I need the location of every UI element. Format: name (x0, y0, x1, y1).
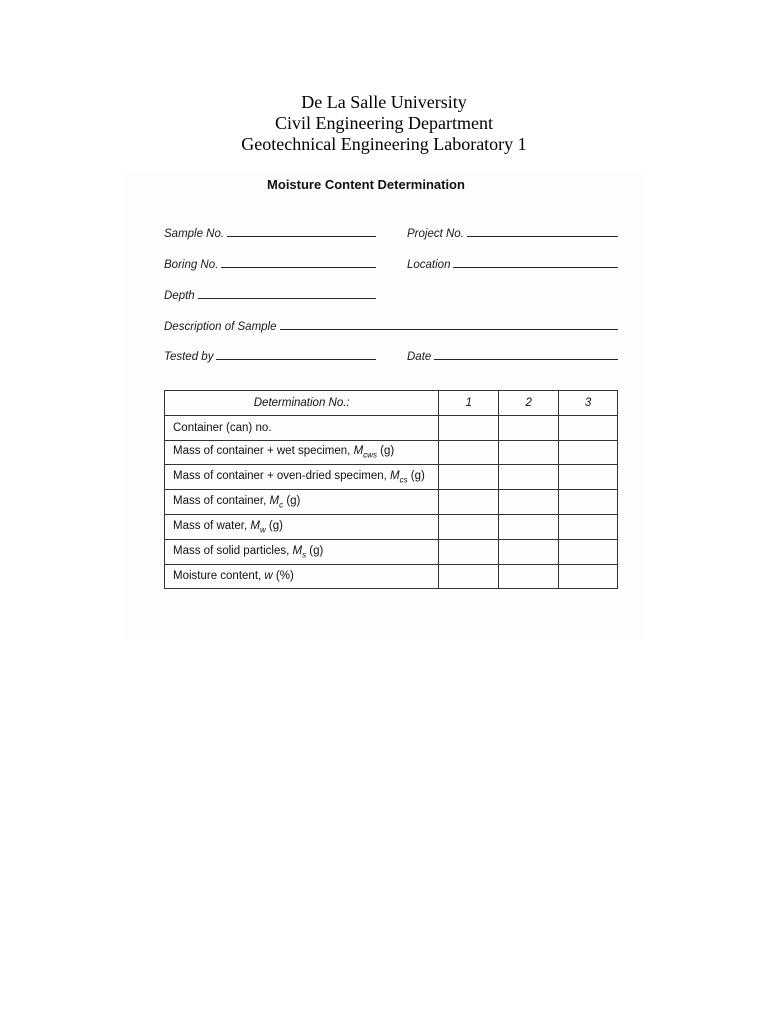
boring-no-label: Boring No. (164, 259, 219, 271)
table-cell[interactable] (439, 564, 499, 589)
university-name: De La Salle University (301, 92, 467, 112)
location-field[interactable] (407, 255, 618, 271)
table-cell[interactable] (559, 539, 618, 564)
table-cell[interactable] (439, 465, 499, 490)
row-label: Mass of container + wet specimen, $M_{cws}$ (g) (165, 440, 439, 465)
row-label: Mass of container + oven-dried specimen, $M_{cs}$ (g) (165, 465, 439, 490)
table-cell[interactable] (439, 539, 499, 564)
date-line[interactable] (434, 358, 618, 360)
row-label: Container (can) no. (165, 415, 439, 440)
description-line[interactable] (280, 328, 619, 330)
moisture-content-table (164, 390, 618, 589)
determination-no-header: Determination No.: (165, 391, 439, 416)
row-label: Moisture content, w (%) (165, 564, 439, 589)
table-row (165, 415, 618, 440)
table-cell[interactable] (499, 514, 559, 539)
column-header-2: 2 (499, 391, 559, 416)
row-label: Mass of water, $M_w$ (g) (165, 514, 439, 539)
table-row (165, 564, 618, 589)
table-cell[interactable] (559, 490, 618, 515)
department-name: Civil Engineering Department (275, 113, 493, 133)
location-label: Location (407, 259, 451, 271)
table-cell[interactable] (439, 514, 499, 539)
sample-no-line[interactable] (227, 235, 376, 237)
table-cell[interactable] (559, 514, 618, 539)
sample-no-field[interactable] (164, 224, 376, 240)
form-sheet (124, 172, 644, 640)
tested-by-line[interactable] (216, 358, 376, 360)
table-cell[interactable] (439, 490, 499, 515)
table-cell[interactable] (559, 564, 618, 589)
row-label: Mass of solid particles, $M_s$ (g) (165, 539, 439, 564)
date-field[interactable] (407, 347, 618, 363)
table-cell[interactable] (439, 440, 499, 465)
table-cell[interactable] (559, 415, 618, 440)
depth-line[interactable] (198, 297, 376, 299)
table-row (165, 514, 618, 539)
table-cell[interactable] (499, 415, 559, 440)
table-cell[interactable] (499, 440, 559, 465)
table-row (165, 490, 618, 515)
table-cell[interactable] (499, 539, 559, 564)
table-cell[interactable] (559, 440, 618, 465)
project-no-field[interactable] (407, 224, 618, 240)
table-row (165, 539, 618, 564)
tested-by-label: Tested by (164, 351, 214, 363)
table-row (165, 465, 618, 490)
date-label: Date (407, 351, 432, 363)
tested-by-field[interactable] (164, 347, 376, 363)
table-cell[interactable] (499, 465, 559, 490)
project-no-line[interactable] (467, 235, 618, 237)
table-cell[interactable] (499, 564, 559, 589)
laboratory-name: Geotechnical Engineering Laboratory 1 (241, 134, 527, 154)
table-header-row (165, 391, 618, 416)
boring-no-line[interactable] (221, 266, 376, 268)
description-label: Description of Sample (164, 321, 277, 333)
row-label: Mass of container, $M_c$ (g) (165, 490, 439, 515)
table-cell[interactable] (439, 415, 499, 440)
table-cell[interactable] (499, 490, 559, 515)
form-title: Moisture Content Determination (267, 177, 465, 192)
boring-no-field[interactable] (164, 255, 376, 271)
description-field[interactable] (164, 317, 618, 333)
project-no-label: Project No. (407, 228, 464, 240)
document-header (0, 92, 768, 155)
table-row (165, 440, 618, 465)
depth-label: Depth (164, 290, 195, 302)
location-line[interactable] (453, 266, 618, 268)
depth-field[interactable] (164, 286, 376, 302)
sample-no-label: Sample No. (164, 228, 225, 240)
table-cell[interactable] (559, 465, 618, 490)
column-header-3: 3 (559, 391, 618, 416)
column-header-1: 1 (439, 391, 499, 416)
